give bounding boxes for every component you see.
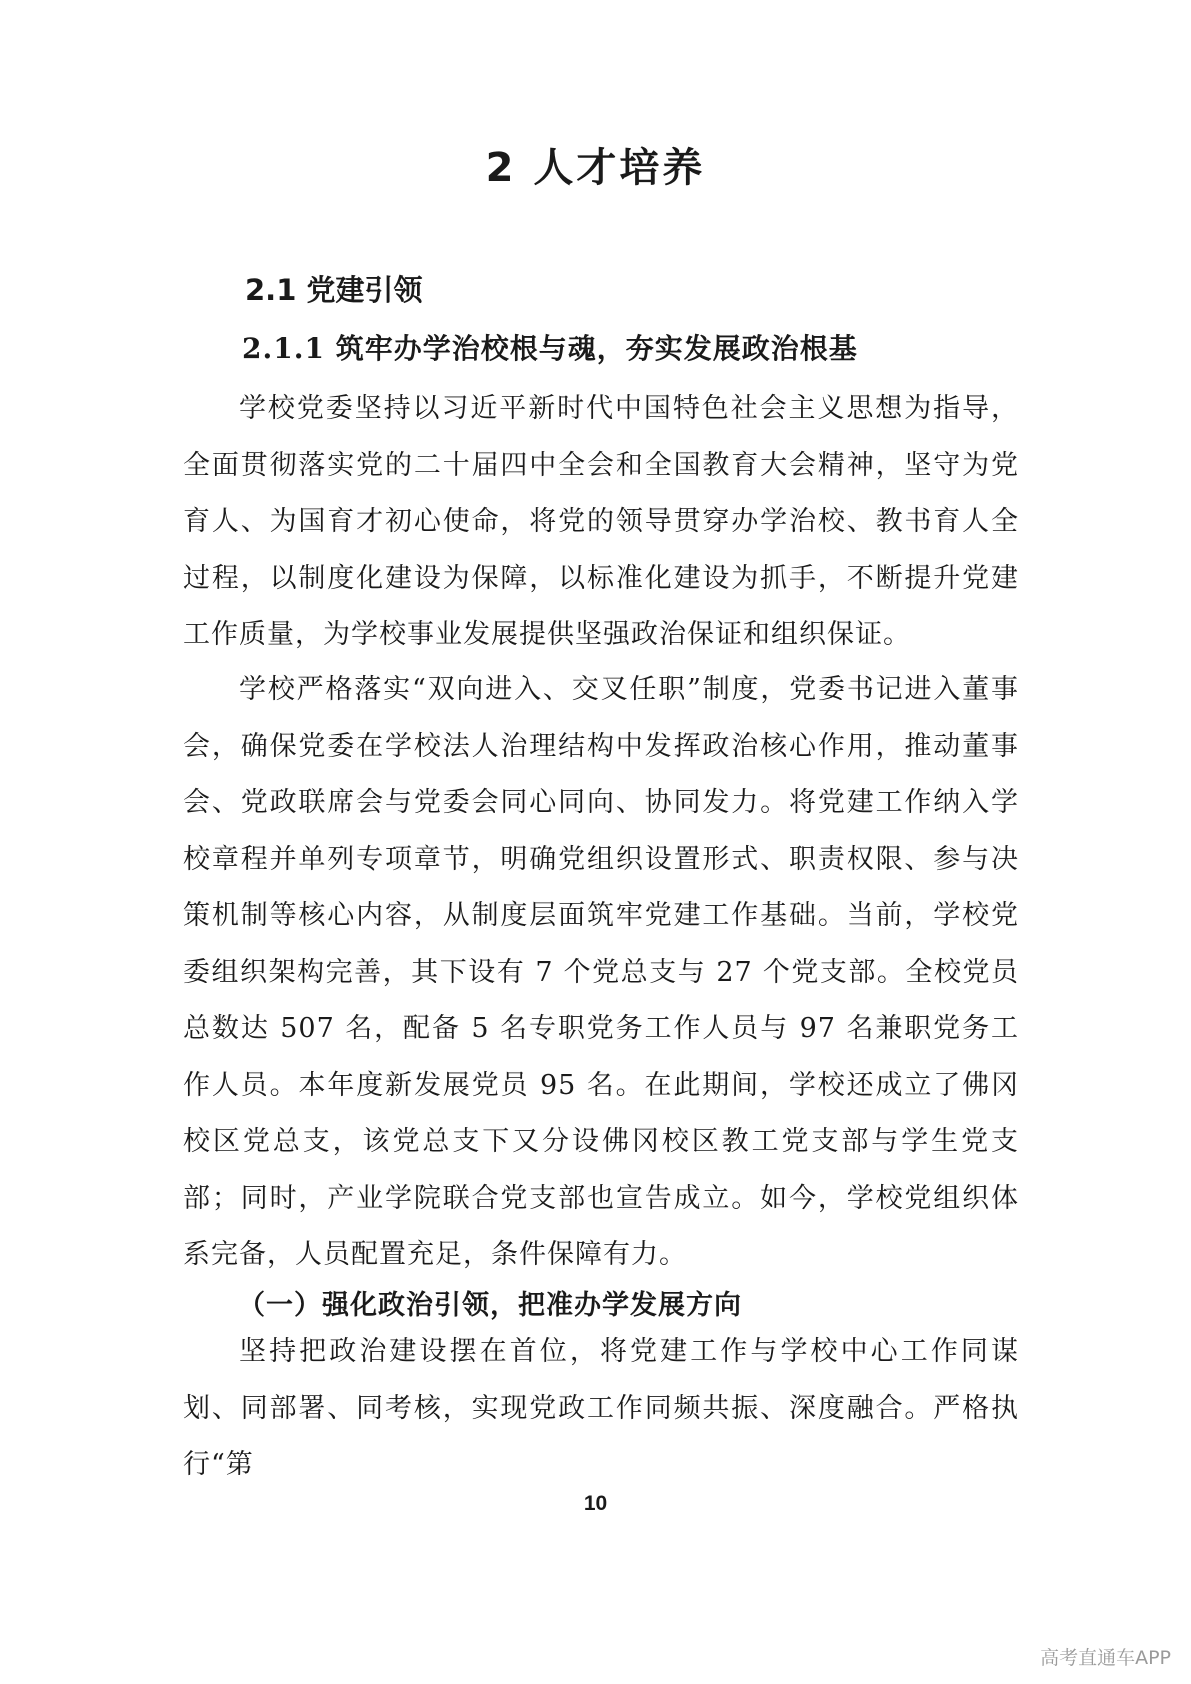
body-paragraph: 学校严格落实“双向进入、交叉任职”制度，党委书记进入董事会，确保党委在学校法人治理结构中发挥政治核心作用，推动董事会、党政联席会与党委会同心同向、协同发力。将党建工作纳入学校章程并单列专项章节，明确党组织设置形式、职责权限、参与决策机制等核心内容，从制度层面筑牢党建工作基础。当前，学校党委组织架构完善，其下设有 7 个党总支与 27 个党支部。全校党员总数达 507 名，配备 5 名专职党务工作人员与 97 名兼职党务工作人员。本年度新发展党员 95 名。在此期间，学校还成立了佛冈校区党总支，该党总支下又分设佛冈校区教工党支部与学生党支部；同时，产业学院联合党支部也宣告成立。如今，学校党组织体系完备，人员配置充足，条件保障有力。	[183, 674, 1019, 1270]
page-number: 10	[583, 1492, 608, 1515]
section-title: 2.1 党建引领	[245, 273, 423, 307]
chapter-title: 2 人才培养	[485, 145, 706, 191]
body-paragraph: 学校党委坚持以习近平新时代中国特色社会主义思想为指导，全面贯彻落实党的二十届四中全会和全国教育大会精神，坚守为党育人、为国育才初心使命，将党的领导贯穿办学治校、教书育人全过程，以制度化建设为保障，以标准化建设为抓手，不断提升党建工作质量，为学校事业发展提供坚强政治保证和组织保证。	[183, 393, 1019, 650]
subsection-title: 2.1.1 筑牢办学治校根与魂，夯实发展政治根基	[242, 332, 858, 365]
item-heading: （一）强化政治引领，把准办学发展方向	[238, 1290, 742, 1321]
body-paragraph: 坚持把政治建设摆在首位，将党建工作与学校中心工作同谋划、同部署、同考核，实现党政工作同频共振、深度融合。严格执行“第	[183, 1336, 1019, 1480]
watermark: 高考直通车APP	[1040, 1647, 1171, 1669]
